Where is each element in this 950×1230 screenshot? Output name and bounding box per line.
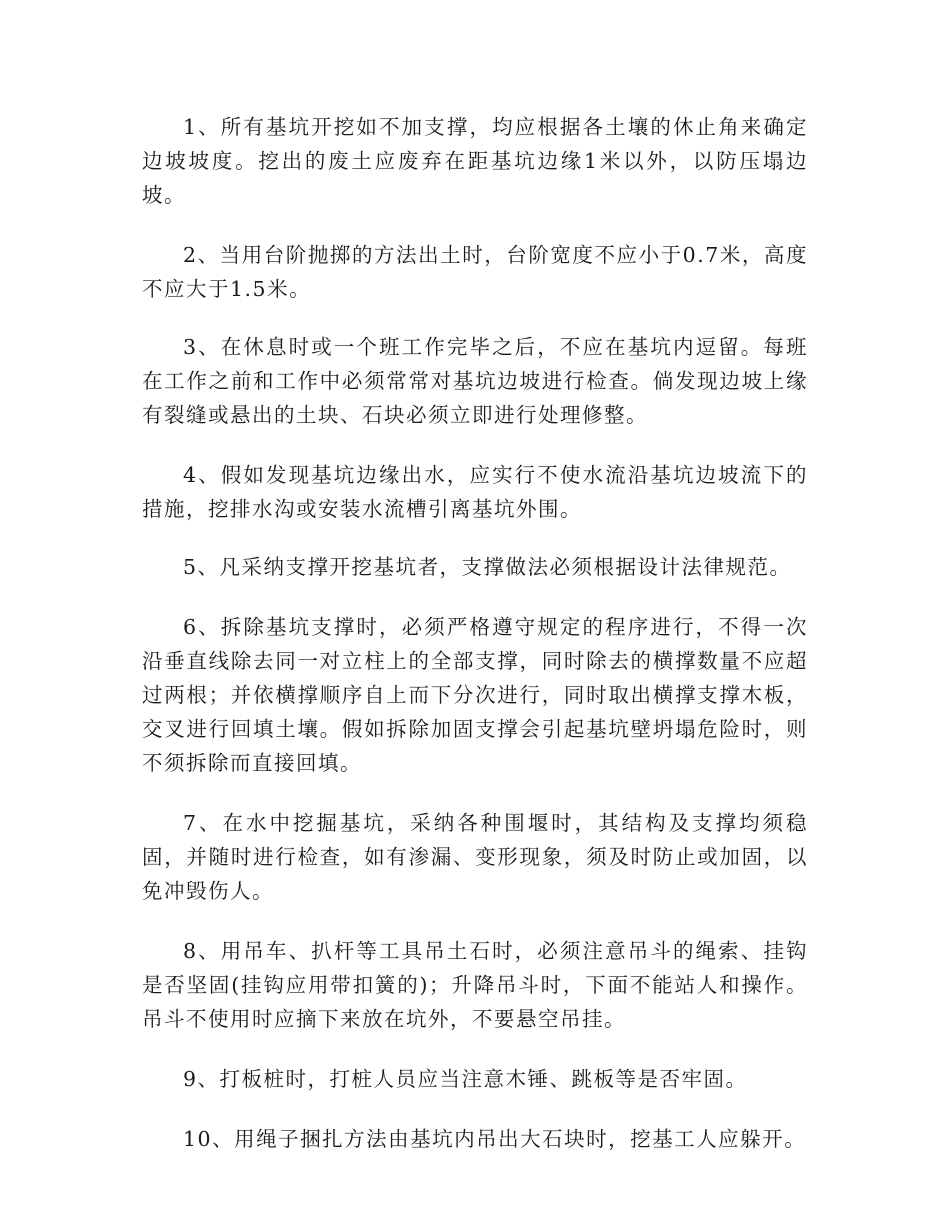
document-page — [142, 110, 808, 1182]
paragraph-2: 2、当用台阶抛掷的方法出土时，台阶宽度不应小于0.7米，高度不应大于1.5米。 — [142, 243, 808, 301]
paragraph-6: 6、拆除基坑支撑时，必须严格遵守规定的程序进行，不得一次沿垂直线除去同一对立柱上的全部支撑，同时除去的横撑数量不应超过两根；并依横撑顺序自上而下分次进行，同时取出横撑支撑木板，交叉进行回填土壤。假如拆除加固支撑会引起基坑壁坍塌危险时，则不须拆除而直接回填。 — [142, 615, 808, 775]
paragraph-9: 9、打板桩时，打桩人员应当注意木锤、跳板等是否牢固。 — [183, 1067, 748, 1091]
paragraph-1: 1、所有基坑开挖如不加支撑，均应根据各土壤的休止角来确定边坡坡度。挖出的废土应废弃在距基坑边缘1米以外，以防压塌边坡。 — [142, 115, 808, 207]
paragraph-7: 7、在水中挖掘基坑，采纳各种围堰时，其结构及支撑均须稳固，并随时进行检查，如有渗漏、变形现象，须及时防止或加固，以免冲毁伤人。 — [142, 811, 808, 903]
paragraph-5: 5、凡采纳支撑开挖基坑者，支撑做法必须根据设计法律规范。 — [183, 555, 792, 579]
paragraph-10: 10、用绳子捆扎方法由基坑内吊出大石块时，挖基工人应躲开。 — [183, 1127, 807, 1151]
paragraph-4: 4、假如发现基坑边缘出水，应实行不使水流沿基坑边坡流下的措施，挖排水沟或安装水流槽引离基坑外围。 — [142, 463, 808, 521]
paragraph-8: 8、用吊车、扒杆等工具吊土石时，必须注意吊斗的绳索、挂钩是否坚固(挂钩应用带扣簧的)；升降吊斗时，下面不能站人和操作。吊斗不使用时应摘下来放在坑外，不要悬空吊挂。 — [142, 939, 808, 1031]
paragraph-3: 3、在休息时或一个班工作完毕之后，不应在基坑内逗留。每班在工作之前和工作中必须常常对基坑边坡进行检查。倘发现边坡上缘有裂缝或悬出的土块、石块必须立即进行处理修整。 — [142, 335, 808, 427]
